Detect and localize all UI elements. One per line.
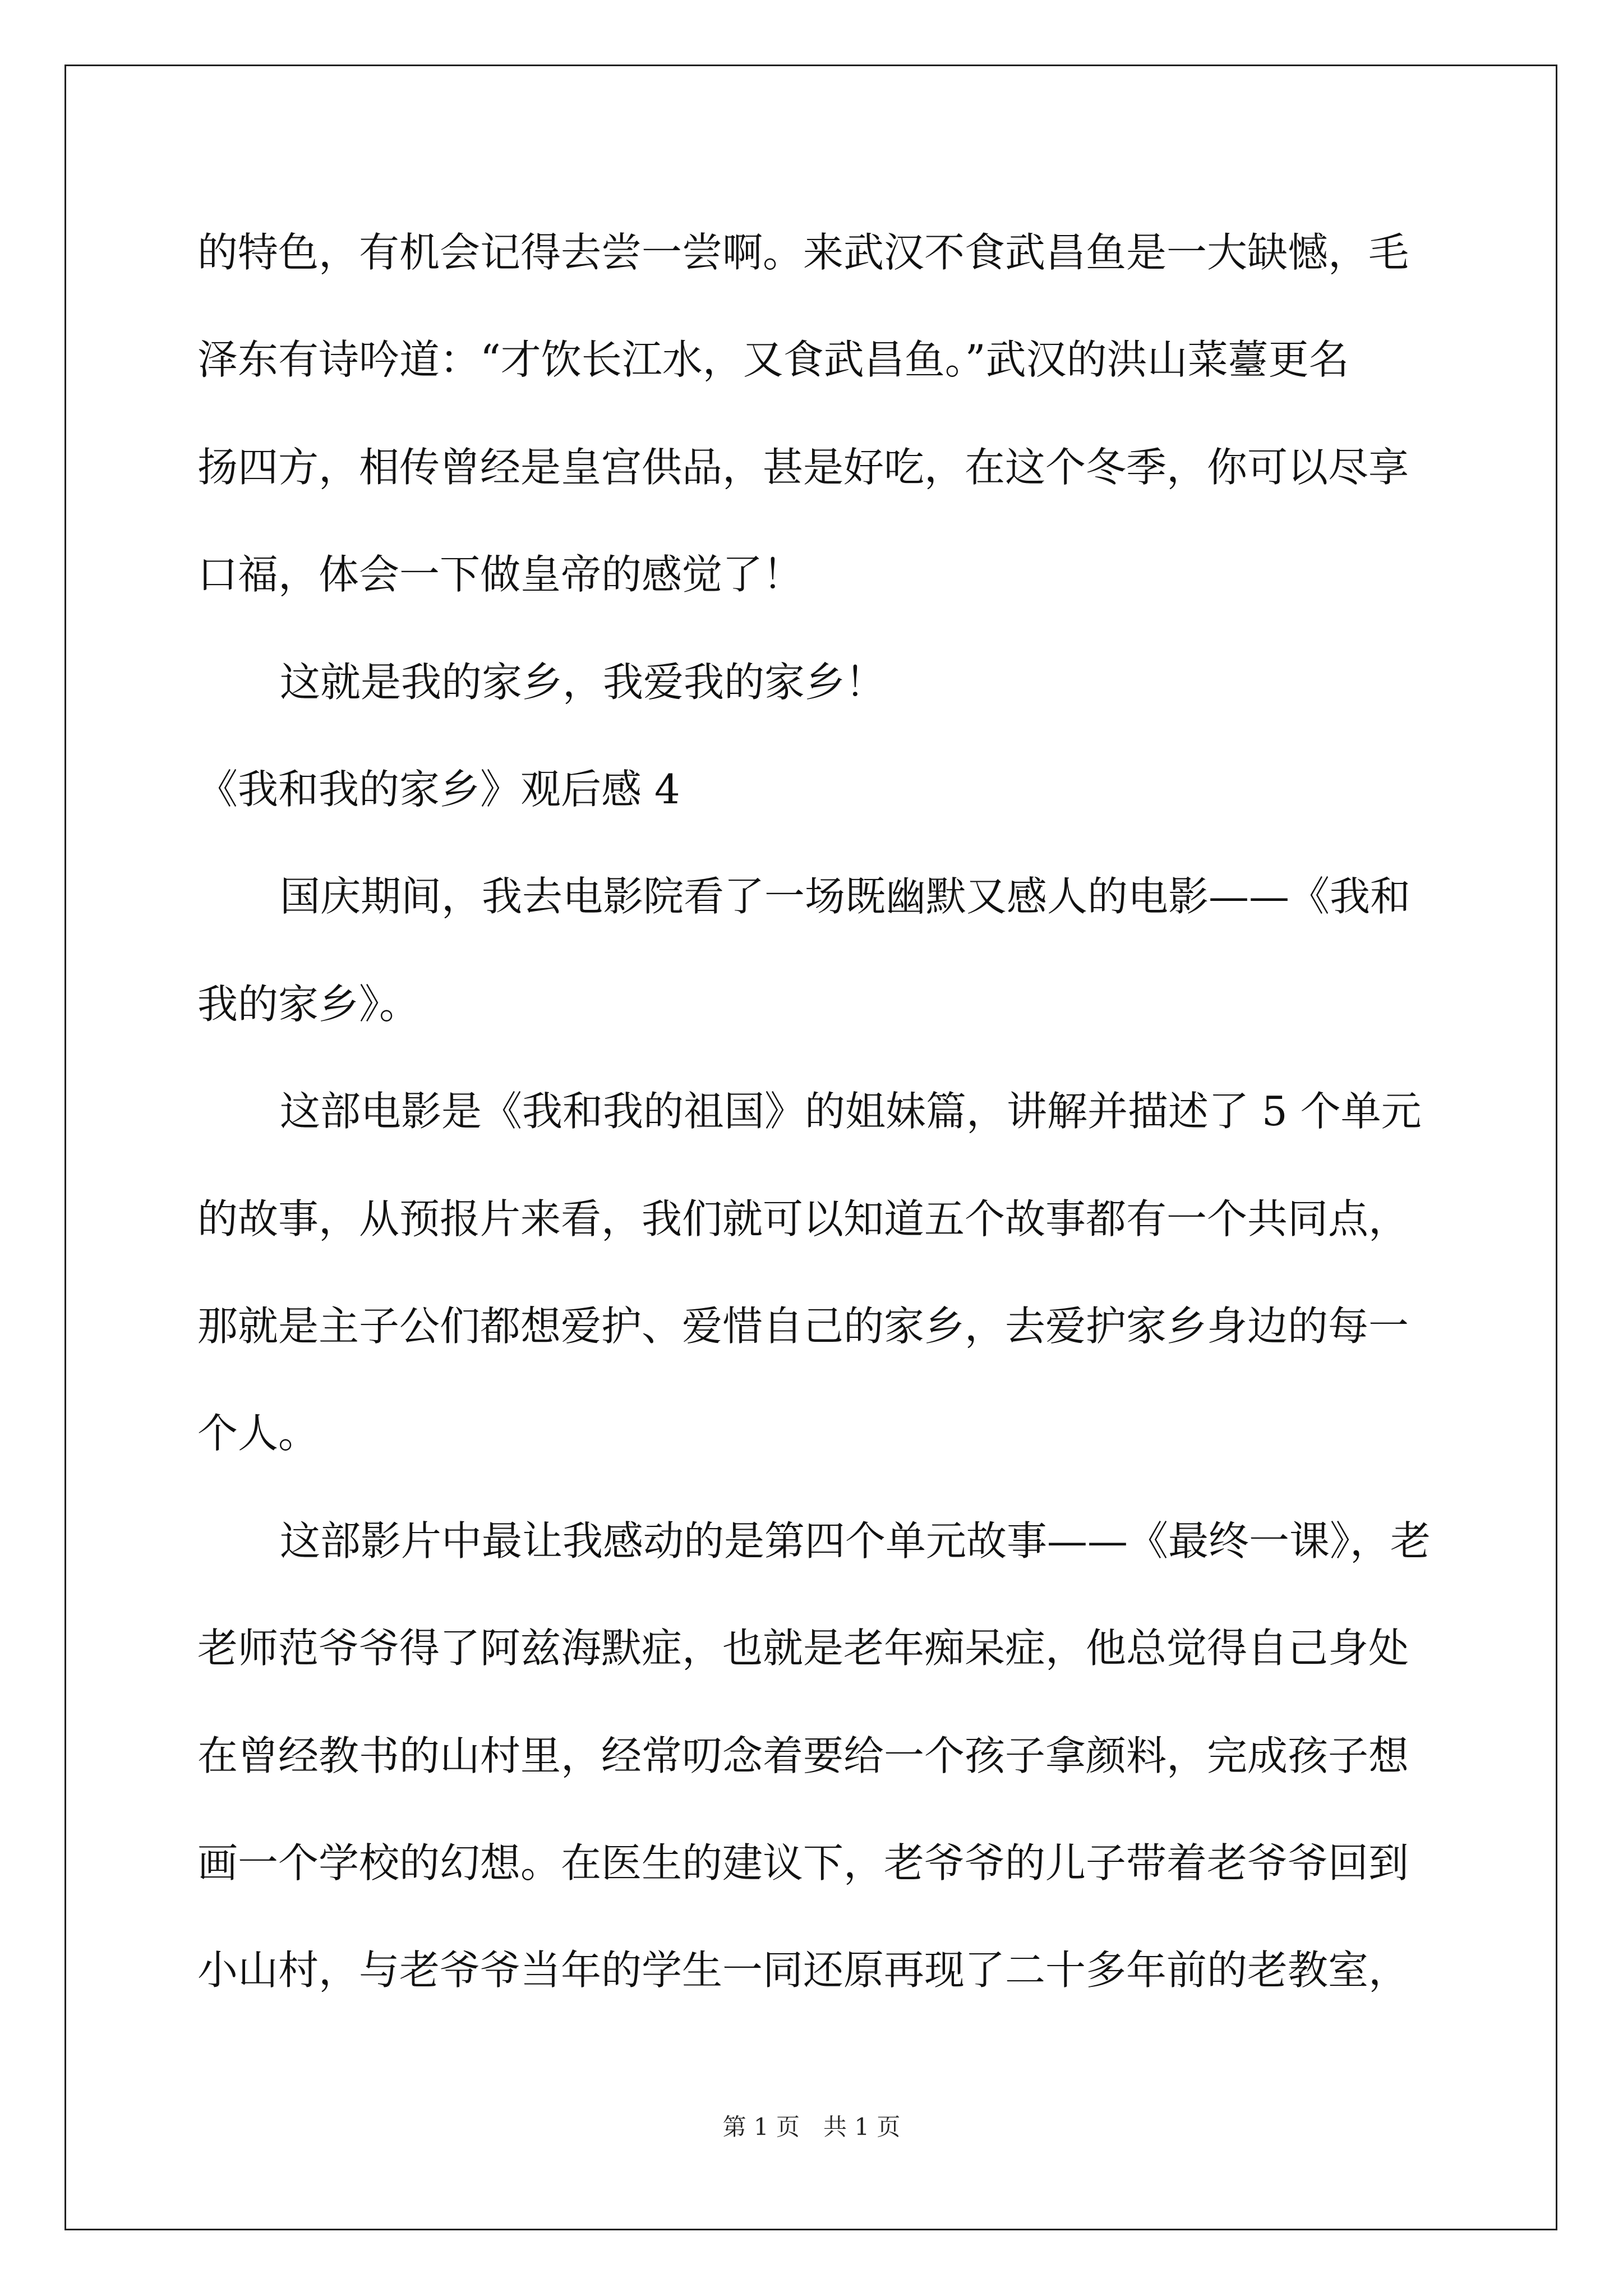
text-line: 口福，体会一下做皇帝的感觉了！ [197, 551, 804, 598]
text-line: 我的家乡》。 [197, 981, 420, 1028]
text-line: 这部电影是《我和我的祖国》的姐妹篇，讲解并描述了 5 个单元 [280, 1088, 1422, 1135]
section-heading: 《我和我的家乡》观后感 4 [197, 766, 680, 813]
text-line: 那就是主子公们都想爱护、爱惜自己的家乡，去爱护家乡身边的每一 [197, 1303, 1409, 1350]
text-line: 国庆期间，我去电影院看了一场既幽默又感人的电影——《我和 [280, 873, 1411, 920]
text-line: 老师范爷爷得了阿兹海默症，也就是老年痴呆症，他总觉得自己身处 [197, 1625, 1409, 1672]
text-line: 扬四方，相传曾经是皇宫供品，甚是好吃，在这个冬季，你可以尽享 [197, 444, 1409, 491]
text-line: 小山村，与老爷爷当年的学生一同还原再现了二十多年前的老教室， [197, 1947, 1409, 1994]
page-footer: 第 1 页 共 1 页 [722, 2113, 901, 2141]
page-border [64, 65, 1557, 2230]
text-line: 在曾经教书的山村里，经常叨念着要给一个孩子拿颜料，完成孩子想 [197, 1732, 1409, 1779]
text-line: 画一个学校的幻想。在医生的建议下，老爷爷的儿子带着老爷爷回到 [197, 1839, 1409, 1887]
text-line: 的特色，有机会记得去尝一尝啊。来武汉不食武昌鱼是一大缺憾，毛 [197, 229, 1409, 276]
text-line: 个人。 [197, 1410, 319, 1457]
text-line: 这部影片中最让我感动的是第四个单元故事——《最终一课》，老 [280, 1517, 1431, 1565]
text-line: 这就是我的家乡，我爱我的家乡！ [280, 659, 886, 706]
text-line: 的故事，从预报片来看，我们就可以知道五个故事都有一个共同点， [197, 1195, 1409, 1243]
text-line: 泽东有诗吟道：“才饮长江水，又食武昌鱼。”武汉的洪山菜薹更名 [197, 336, 1349, 383]
